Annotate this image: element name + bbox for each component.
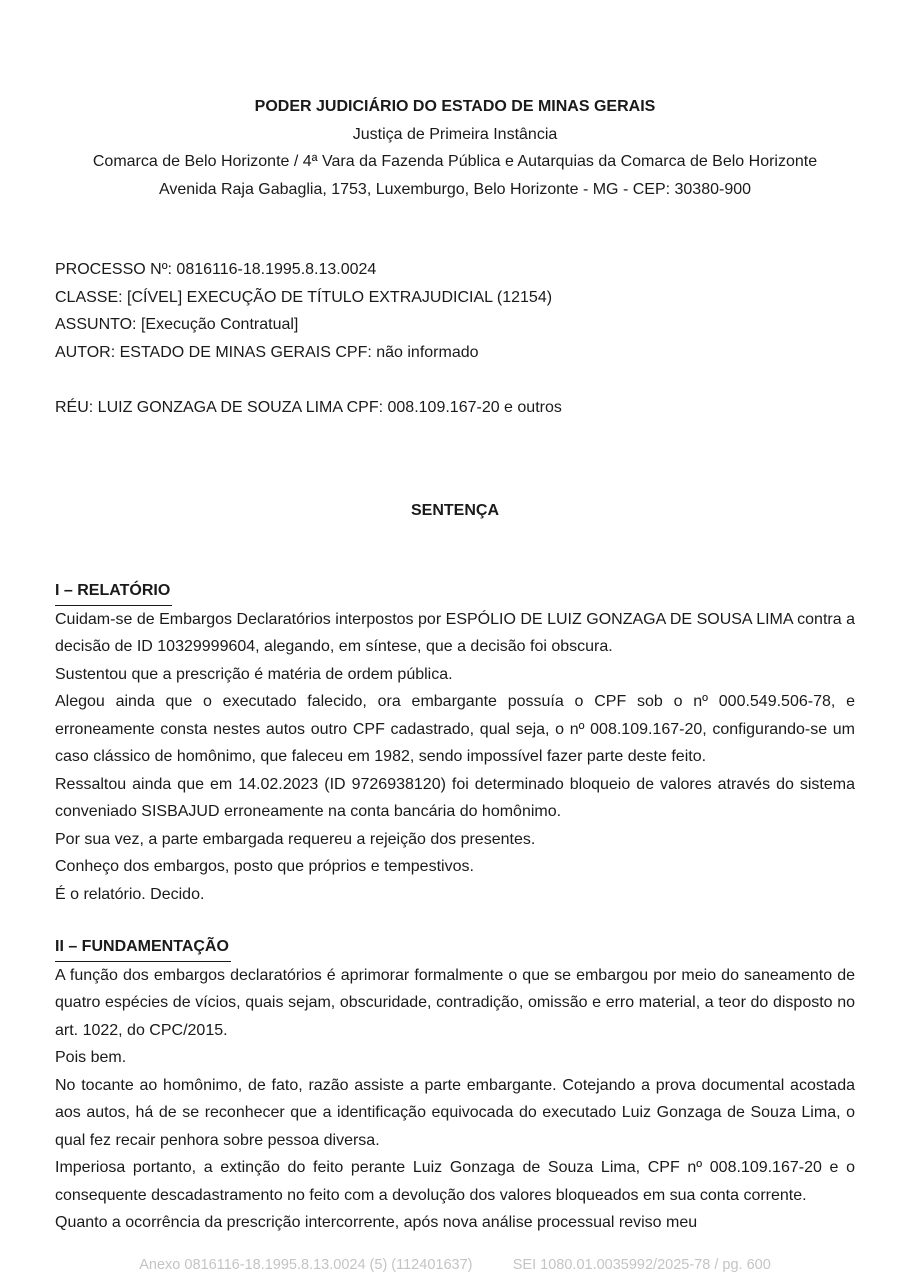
paragraph: Cuidam-se de Embargos Declaratórios interpostos por ESPÓLIO DE LUIZ GONZAGA DE SOUSA LIMA contra a decisão de ID 10329999604, alegando, em síntese, que a decisão foi obscura. [55, 610, 855, 655]
section-heading: II – FUNDAMENTAÇÃO [55, 933, 231, 962]
paragraph: Quanto a ocorrência da prescrição intercorrente, após nova análise processual reviso meu [55, 1214, 698, 1231]
paragraph: A função dos embargos declaratórios é aprimorar formalmente o que se embargou por meio do saneamento de quatro espécies de vícios, quais sejam, obscuridade, contradição, omissão e erro material, a teor do disposto no art. 1022, do CPC/2015. [55, 966, 855, 1039]
case-info [55, 256, 855, 421]
case-reu: RÉU: LUIZ GONZAGA DE SOUZA LIMA CPF: 008.109.167-20 e outros [55, 398, 562, 416]
paragraph: Sustentou que a prescrição é matéria de ordem pública. [55, 665, 453, 683]
paragraph: Imperiosa portanto, a extinção do feito perante Luiz Gonzaga de Souza Lima, CPF nº 008.109.167-20 e o consequente descadastramento no feito com a devolução dos valores bloqueados em sua conta corrente. [55, 1159, 855, 1204]
page-footer [0, 1255, 910, 1275]
paragraph: Conheço dos embargos, posto que próprios e tempestivos. [55, 858, 474, 875]
paragraph: No tocante ao homônimo, de fato, razão assiste a parte embargante. Cotejando a prova documental acostada aos autos, há de se reconhecer que a identificação equivocada do executado Luiz Gonzaga de Souza Lima, o qual fez recair penhora sobre pessoa diversa. [55, 1076, 855, 1149]
paragraph: Pois bem. [55, 1049, 127, 1066]
document-title: SENTENÇA [410, 502, 499, 519]
court-name: PODER JUDICIÁRIO DO ESTADO DE MINAS GERAIS [254, 98, 656, 115]
court-instance: Justiça de Primeira Instância [352, 125, 558, 143]
paragraph: Por sua vez, a parte embargada requereu a rejeição dos presentes. [55, 830, 536, 848]
paragraph: Ressaltou ainda que em 14.02.2023 (ID 9726938120) foi determinado bloqueio de valores através do sistema conveniado SISBAJUD erroneamente na conta bancária do homônimo. [55, 775, 855, 820]
section-relatorio [55, 577, 855, 908]
paragraph: Alegou ainda que o executado falecido, ora embargante possuía o CPF sob o nº 000.549.506-78, e erroneamente consta nestes autos outro CPF cadastrado, qual seja, o nº 008.109.167-20, configurando-se um caso clássico de homônimo, que faleceu em 1982, sendo impossível fazer parte deste feito. [55, 693, 855, 765]
paragraph: É o relatório. Decido. [55, 885, 205, 903]
court-address: Avenida Raja Gabaglia, 1753, Luxemburgo, Belo Horizonte - MG - CEP: 30380-900 [158, 180, 752, 198]
section-fundamentacao [55, 933, 855, 1237]
case-assunto: ASSUNTO: [Execução Contratual] [55, 316, 299, 333]
court-comarca: Comarca de Belo Horizonte / 4ª Vara da Fazenda Pública e Autarquias da Comarca de Belo Horizonte [92, 153, 818, 170]
footer-annex: Anexo 0816116-18.1995.8.13.0024 (5) (112401637) [139, 1257, 473, 1273]
spacer [55, 366, 855, 394]
case-classe: CLASSE: [CÍVEL] EXECUÇÃO DE TÍTULO EXTRAJUDICIAL (12154) [55, 288, 553, 306]
case-autor: AUTOR: ESTADO DE MINAS GERAIS CPF: não informado [55, 343, 479, 361]
footer-sei: SEI 1080.01.0035992/2025-78 / pg. 600 [512, 1257, 771, 1273]
document-header [0, 93, 910, 203]
case-processo: PROCESSO Nº: 0816116-18.1995.8.13.0024 [55, 261, 377, 278]
section-heading: I – RELATÓRIO [55, 577, 172, 606]
